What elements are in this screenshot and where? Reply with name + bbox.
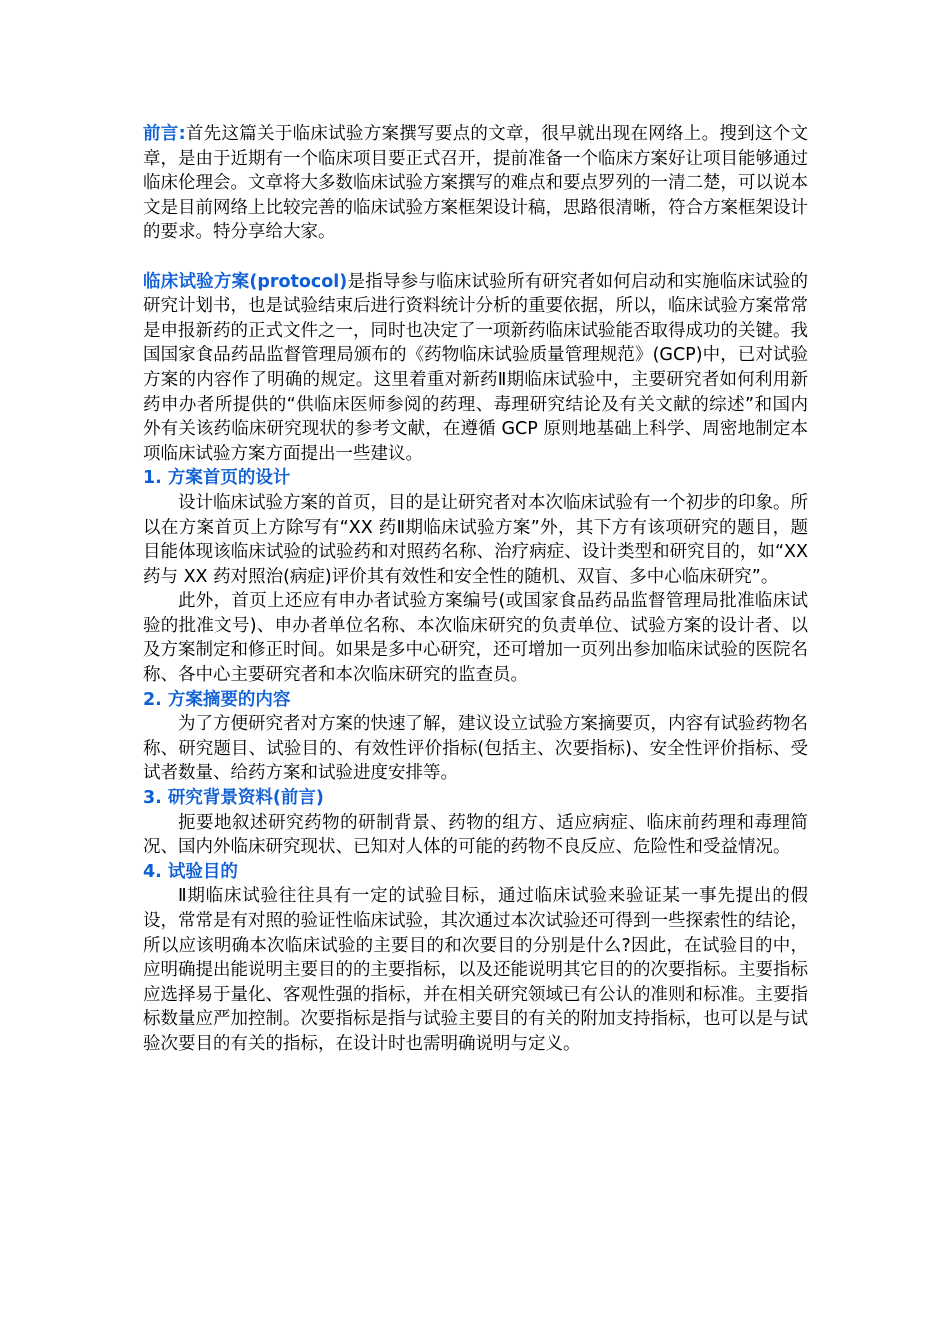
preface-label: 前言: — [143, 124, 186, 144]
section-3 — [143, 786, 808, 860]
section-1 — [143, 466, 808, 687]
section-4 — [143, 860, 808, 1057]
intro-term: 临床试验方案(protocol) — [143, 271, 348, 292]
section-heading: 1. 方案首页的设计 — [143, 468, 291, 489]
preface-paragraph — [143, 122, 808, 245]
section-paragraph: 此外，首页上还应有申办者试验方案编号(或国家食品药品监督管理局批准临床试验的批准文号)、申办者单位名称、本次临床研究的负责单位、试验方案的设计者、以及方案制定和修正时间。如果是多中心研究，还可增加一页列出参加临床试验的医院名称、各中心主要研究者和本次临床研究的监查员。 — [143, 591, 808, 686]
section-heading: 2. 方案摘要的内容 — [143, 689, 291, 710]
section-paragraph: Ⅱ期临床试验往往具有一定的试验目标，通过临床试验来验证某一事先提出的假设，常常是有对照的验证性临床试验，其次通过本次试验还可得到一些探索性的结论，所以应该明确本次临床试验的主要目的和次要目的分别是什么?因此，在试验目的中，应明确提出能说明主要目的的主要指标，以及还能说明其它目的的次要指标。主要指标应选择易于量化、客观性强的指标，并在相关研究领域已有公认的准则和标准。主要指标数量应严加控制。次要指标是指与试验主要目的有关的附加支持指标，也可以是与试验次要目的有关的指标，在设计时也需明确说明与定义。 — [143, 886, 808, 1054]
section-2 — [143, 688, 808, 786]
intro-paragraph — [143, 270, 808, 467]
section-heading: 3. 研究背景资料(前言) — [143, 788, 324, 809]
section-paragraph: 为了方便研究者对方案的快速了解，建议设立试验方案摘要页，内容有试验药物名称、研究题目、试验目的、有效性评价指标(包括主、次要指标)、安全性评价指标、受试者数量、给药方案和试验进度安排等。 — [143, 714, 808, 784]
document-page — [143, 122, 808, 1057]
paragraph-spacer — [143, 245, 808, 270]
section-heading: 4. 试验目的 — [143, 861, 238, 882]
section-paragraph: 扼要地叙述研究药物的研制背景、药物的组方、适应病症、临床前药理和毒理简况、国内外临床研究现状、已知对人体的可能的药物不良反应、危险性和受益情况。 — [143, 812, 808, 858]
intro-text: 是指导参与临床试验所有研究者如何启动和实施临床试验的研究计划书，也是试验结束后进行资料统计分析的重要依据，所以，临床试验方案常常是申报新药的正式文件之一，同时也决定了一项新药临床试验能否取得成功的关键。我国国家食品药品监督管理局颁布的《药物临床试验质量管理规范》(GCP)中，已对试验方案的内容作了明确的规定。这里着重对新药Ⅱ期临床试验中，主要研究者如何利用新药申办者所提供的“供临床医师参阅的药理、毒理研究结论及有关文献的综述”和国内外有关该药临床研究现状的参考文献，在遵循 GCP 原则地基础上科学、周密地制定本项临床试验方案方面提出一些建议。 — [143, 271, 808, 464]
section-paragraph: 设计临床试验方案的首页，目的是让研究者对本次临床试验有一个初步的印象。所以在方案首页上方除写有“XX 药Ⅱ期临床试验方案”外，其下方有该项研究的题目，题目能体现该临床试验的试验药和对照药名称、治疗病症、设计类型和研究目的，如“XX 药与 XX 药对照治(病症)评价其有效性和安全性的随机、双盲、多中心临床研究”。 — [143, 492, 808, 587]
preface-text: 首先这篇关于临床试验方案撰写要点的文章，很早就出现在网络上。搜到这个文章，是由于近期有一个临床项目要正式召开，提前准备一个临床方案好让项目能够通过临床伦理会。文章将大多数临床试验方案撰写的难点和要点罗列的一清二楚，可以说本文是目前网络上比较完善的临床试验方案框架设计稿，思路很清晰，符合方案框架设计的要求。特分享给大家。 — [143, 124, 809, 243]
